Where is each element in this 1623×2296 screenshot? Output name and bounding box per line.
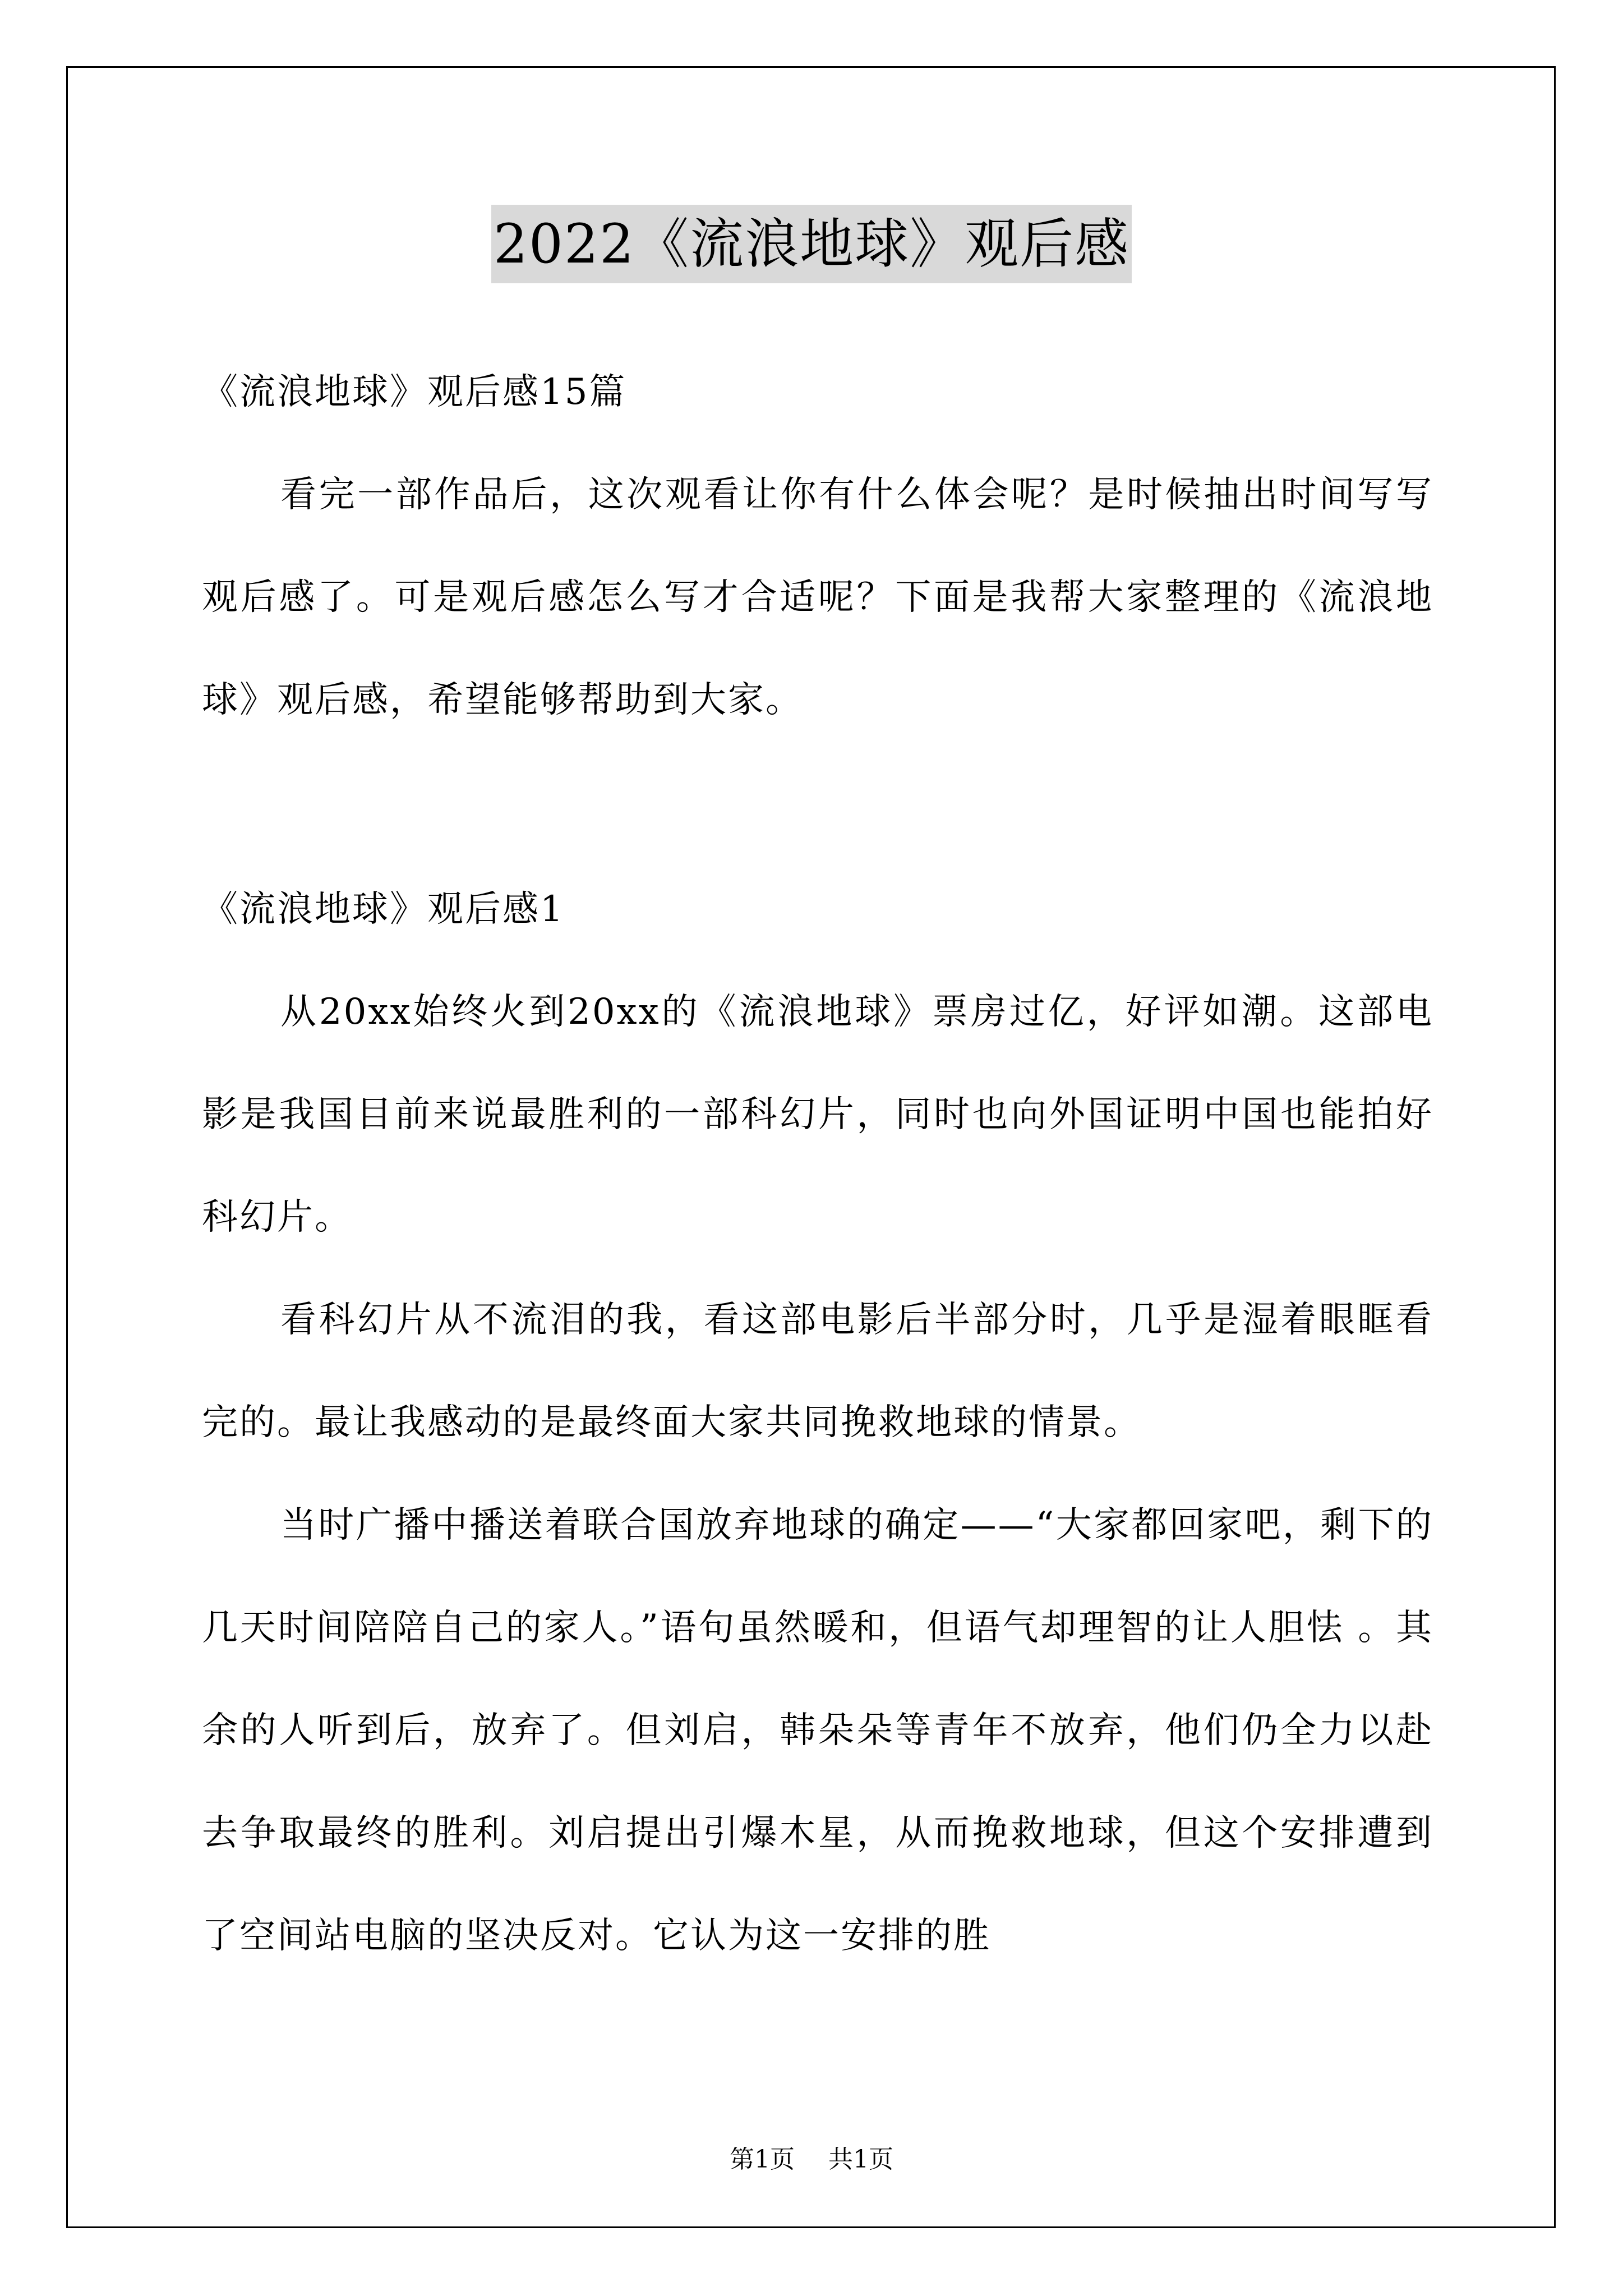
page-footer xyxy=(0,2143,1623,2177)
section-heading: 《流浪地球》观后感1 xyxy=(202,889,565,930)
document-body xyxy=(202,341,1433,1987)
page-number: 第1页 xyxy=(730,2145,795,2174)
document-title: 2022《流浪地球》观后感 xyxy=(491,205,1132,283)
intro-paragraph: 看完一部作品后，这次观看让你有什么体会呢？是时候抽出时间写写观后感了。可是观后感怎么写才合适呢？下面是我帮大家整理的《流浪地球》观后感，希望能够帮助到大家。 xyxy=(202,474,1433,721)
body-paragraph: 当时广播中播送着联合国放弃地球的确定——“大家都回家吧，剩下的几天时间陪陪自己的家人。”语句虽然暖和，但语气却理智的让人胆怯 。其余的人听到后，放弃了。但刘启，韩朵朵等青年不放弃，他们仍全力以赴去争取最终的胜利。刘启提出引爆木星，从而挽救地球，但这个安排遭到了空间站电脑的坚决反对。它认为这一安排的胜 xyxy=(202,1504,1433,1957)
section-gap xyxy=(202,752,1433,858)
subtitle-paragraph: 《流浪地球》观后感15篇 xyxy=(202,371,627,413)
body-paragraph: 从20xx始终火到20xx的《流浪地球》票房过亿，好评如潮。这部电影是我国目前来说最胜利的一部科幻片，同时也向外国证明中国也能拍好科幻片。 xyxy=(202,991,1433,1238)
title-wrap xyxy=(0,205,1623,283)
page-total: 共1页 xyxy=(828,2145,893,2174)
body-paragraph: 看科幻片从不流泪的我，看这部电影后半部分时，几乎是湿着眼眶看完的。最让我感动的是最终面大家共同挽救地球的情景。 xyxy=(202,1299,1433,1443)
